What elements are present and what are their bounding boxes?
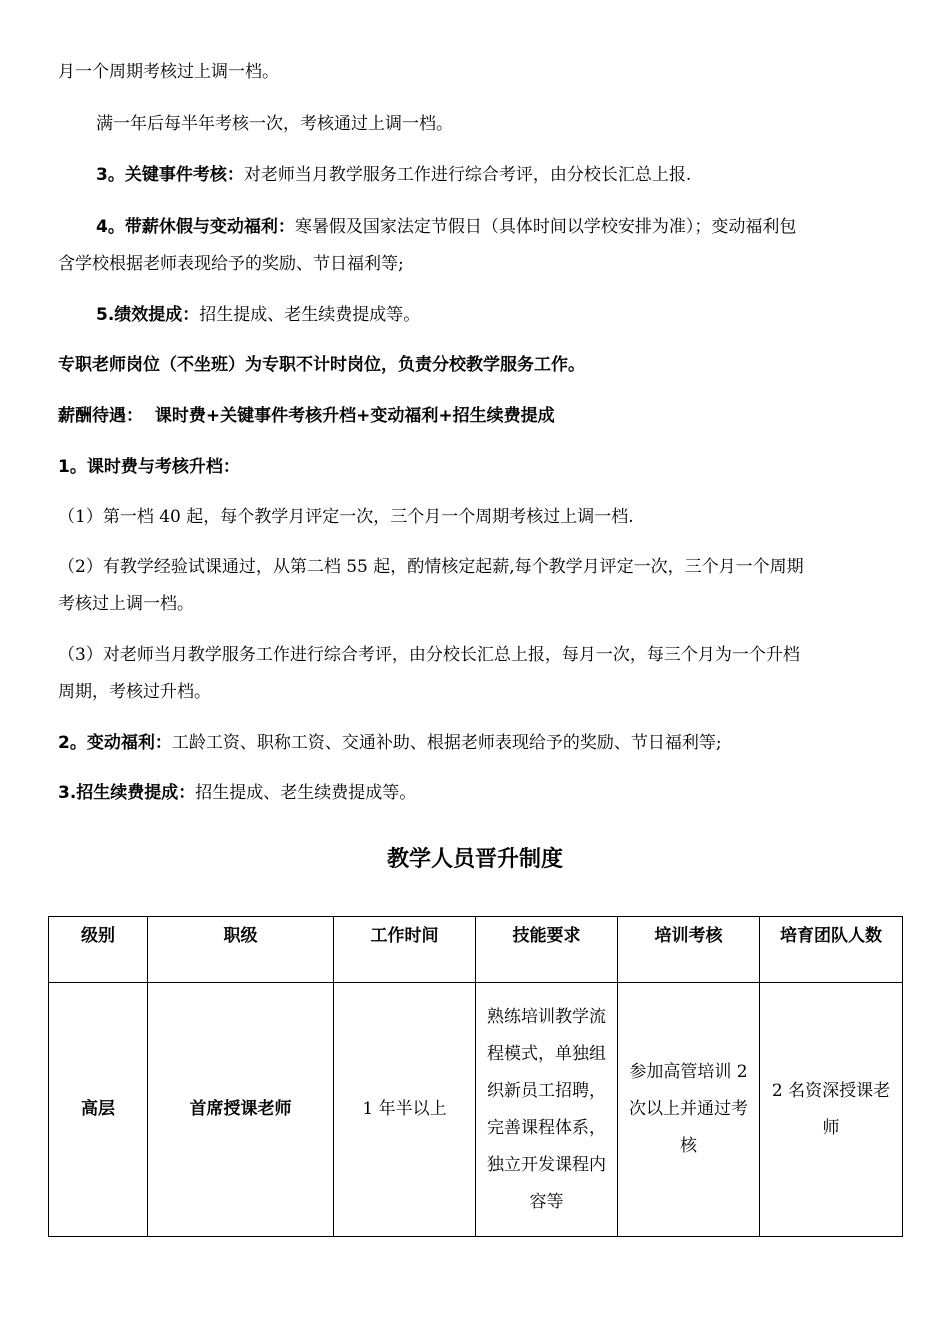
paragraph-10: （2）有教学经验试课通过，从第二档 55 起，酌情核定起薪,每个教学月评定一次，三个月一个周期: [58, 557, 804, 577]
cell-work-time: 1 年半以上: [334, 983, 476, 1237]
paragraph-4-cont: 含学校根据老师表现给予的奖励、节日福利等;: [58, 254, 404, 274]
paragraph-6: 专职老师岗位（不坐班）为专职不计时岗位，负责分校教学服务工作。: [58, 355, 585, 375]
paragraph-11: （3）对老师当月教学服务工作进行综合考评，由分校长汇总上报，每月一次，每三个月为一个升档: [58, 645, 800, 665]
paragraph-2: 满一年后每半年考核一次，考核通过上调一档。: [96, 114, 453, 134]
paragraph-11-cont: 周期，考核过升档。: [58, 682, 211, 702]
header-team-size: 培育团队人数: [760, 917, 903, 983]
paragraph-5-text: 招生提成、老生续费提成等。: [199, 305, 421, 325]
paragraph-12-label: 2。变动福利：: [58, 733, 172, 753]
section-title: 教学人员晋升制度: [386, 847, 563, 872]
table-header-row: [49, 917, 903, 983]
cell-rank: 首席授课老师: [148, 983, 334, 1237]
paragraph-4: [96, 215, 796, 239]
paragraph-13-text: 招生提成、老生续费提成等。: [195, 783, 417, 803]
paragraph-4-text: 寒暑假及国家法定节假日（具体时间以学校安排为准）；变动福利包: [294, 217, 797, 237]
paragraph-10-cont: 考核过上调一档。: [58, 594, 194, 614]
header-skills: 技能要求: [476, 917, 618, 983]
paragraph-4-label: 4。带薪休假与变动福利：: [96, 217, 295, 237]
paragraph-13-label: 3.招生续费提成：: [58, 783, 196, 803]
paragraph-3-text: 对老师当月教学服务工作进行综合考评，由分校长汇总上报.: [243, 165, 692, 185]
paragraph-5: [96, 303, 420, 327]
promotion-table: [48, 916, 903, 1237]
header-training: 培训考核: [618, 917, 760, 983]
cell-training: 参加高管培训 2 次以上并通过考核: [618, 983, 760, 1237]
paragraph-3-label: 3。关键事件考核：: [96, 165, 244, 185]
paragraph-7: 薪酬待遇： 课时费+关键事件考核升档+变动福利+招生续费提成: [58, 406, 555, 426]
paragraph-12-text: 工龄工资、职称工资、交通补助、根据老师表现给予的奖励、节日福利等;: [171, 733, 722, 753]
cell-level: 高层: [49, 983, 148, 1237]
header-level: 级别: [49, 917, 148, 983]
paragraph-3: [96, 163, 691, 187]
table-row: [49, 983, 903, 1237]
cell-skills: 熟练培训教学流程模式，单独组织新员工招聘，完善课程体系，独立开发课程内容等: [476, 983, 618, 1237]
paragraph-1: 月一个周期考核过上调一档。: [58, 62, 279, 82]
paragraph-8: 1。课时费与考核升档：: [58, 457, 240, 477]
cell-team-size: 2 名资深授课老师: [760, 983, 903, 1237]
paragraph-13: [58, 781, 416, 805]
paragraph-5-label: 5.绩效提成：: [96, 305, 200, 325]
paragraph-9: （1）第一档 40 起，每个教学月评定一次，三个月一个周期考核过上调一档.: [58, 507, 634, 527]
header-work-time: 工作时间: [334, 917, 476, 983]
header-rank: 职级: [148, 917, 334, 983]
paragraph-12: [58, 731, 722, 755]
